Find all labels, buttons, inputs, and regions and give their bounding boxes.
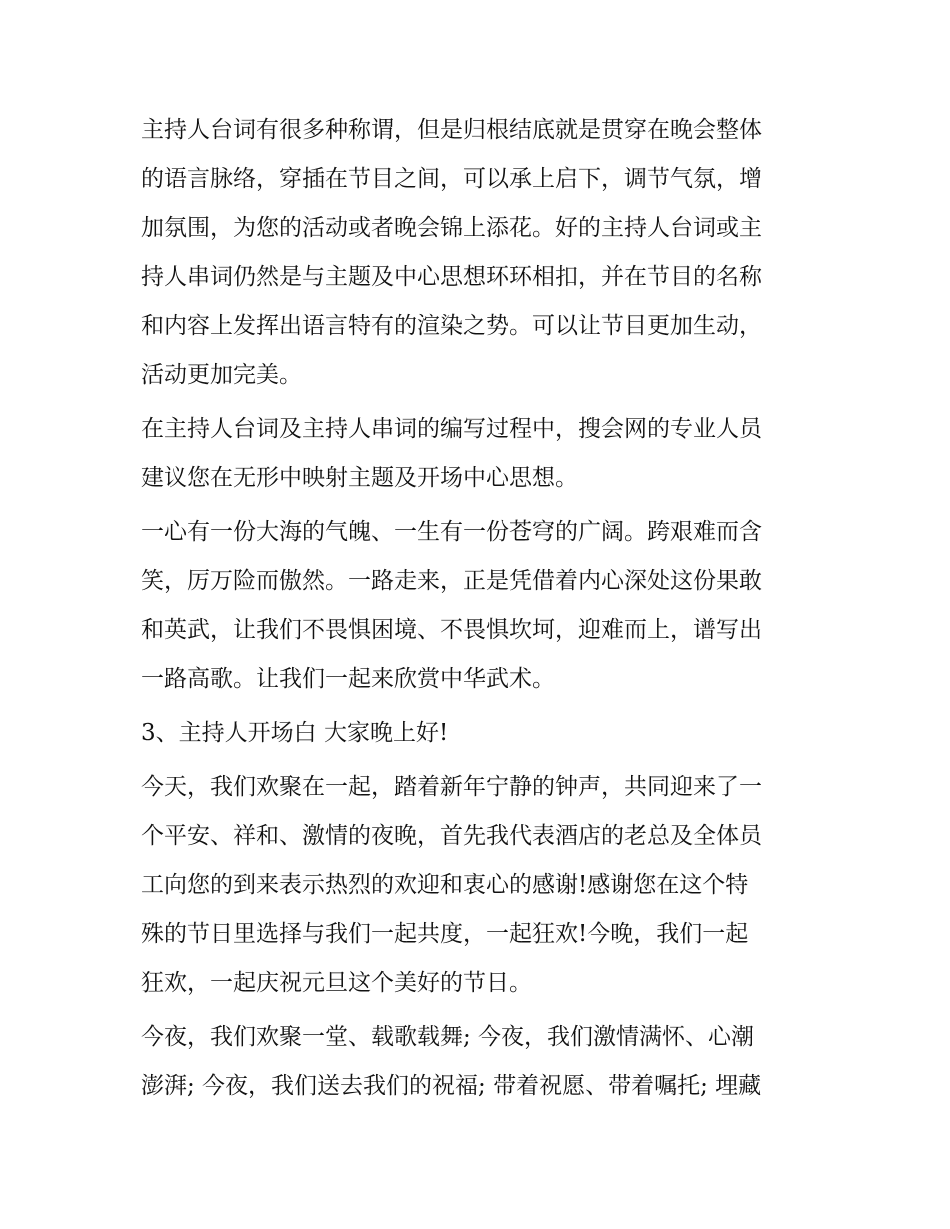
text-line: 今夜，我们欢聚一堂、载歌载舞; 今夜，我们激情满怀、心潮 — [141, 1024, 755, 1050]
text-line: 的语言脉络，穿插在节目之间，可以承上启下，调节气氛，增 — [141, 166, 762, 192]
text-line: 建议您在无形中映射主题及开场中心思想。 — [141, 465, 578, 491]
text-line: 个平安、祥和、激情的夜晚，首先我代表酒店的老总及全体员 — [141, 823, 762, 849]
text-line: 活动更加完美。 — [141, 362, 302, 388]
paragraph-tonight — [141, 1013, 813, 1111]
text-line: 一心有一份大海的气魄、一生有一份苍穹的广阔。跨艰难而含 — [141, 519, 762, 545]
text-line: 和内容上发挥出语言特有的渲染之势。可以让节目更加生动， — [141, 313, 762, 339]
section-heading — [141, 709, 813, 758]
text-line: 在主持人台词及主持人串词的编写过程中，搜会网的专业人员 — [141, 416, 762, 442]
paragraph-advice — [141, 405, 813, 503]
text-line: 殊的节日里选择与我们一起共度，一起狂欢!今晚，我们一起 — [141, 921, 749, 947]
text-line: 工向您的到来表示热烈的欢迎和衷心的感谢!感谢您在这个特 — [141, 872, 749, 898]
text-line: 狂欢，一起庆祝元旦这个美好的节日。 — [141, 970, 532, 996]
text-line: 持人串词仍然是与主题及中心思想环环相扣，并在节目的名称 — [141, 264, 762, 290]
text-line: 澎湃; 今夜，我们送去我们的祝福; 带着祝愿、带着嘱托; 埋藏 — [141, 1073, 762, 1099]
text-line: 加氛围，为您的活动或者晚会锦上添花。好的主持人台词或主 — [141, 215, 762, 241]
text-line: 和英武，让我们不畏惧困境、不畏惧坎坷，迎难而上，谱写出 — [141, 617, 762, 643]
text-line: 笑，厉万险而傲然。一路走来，正是凭借着内心深处这份果敢 — [141, 568, 762, 594]
text-line: 一路高歌。让我们一起来欣赏中华武术。 — [141, 666, 555, 692]
text-line: 今天，我们欢聚在一起，踏着新年宁静的钟声，共同迎来了一 — [141, 774, 762, 800]
paragraph-intro — [141, 106, 813, 400]
document-body — [141, 106, 813, 1111]
heading-line: 3、主持人开场白 大家晚上好! — [141, 720, 449, 746]
text-line: 主持人台词有很多种称谓，但是归根结底就是贯穿在晚会整体 — [141, 117, 762, 143]
paragraph-martial-arts — [141, 508, 813, 704]
paragraph-opening — [141, 763, 813, 1008]
